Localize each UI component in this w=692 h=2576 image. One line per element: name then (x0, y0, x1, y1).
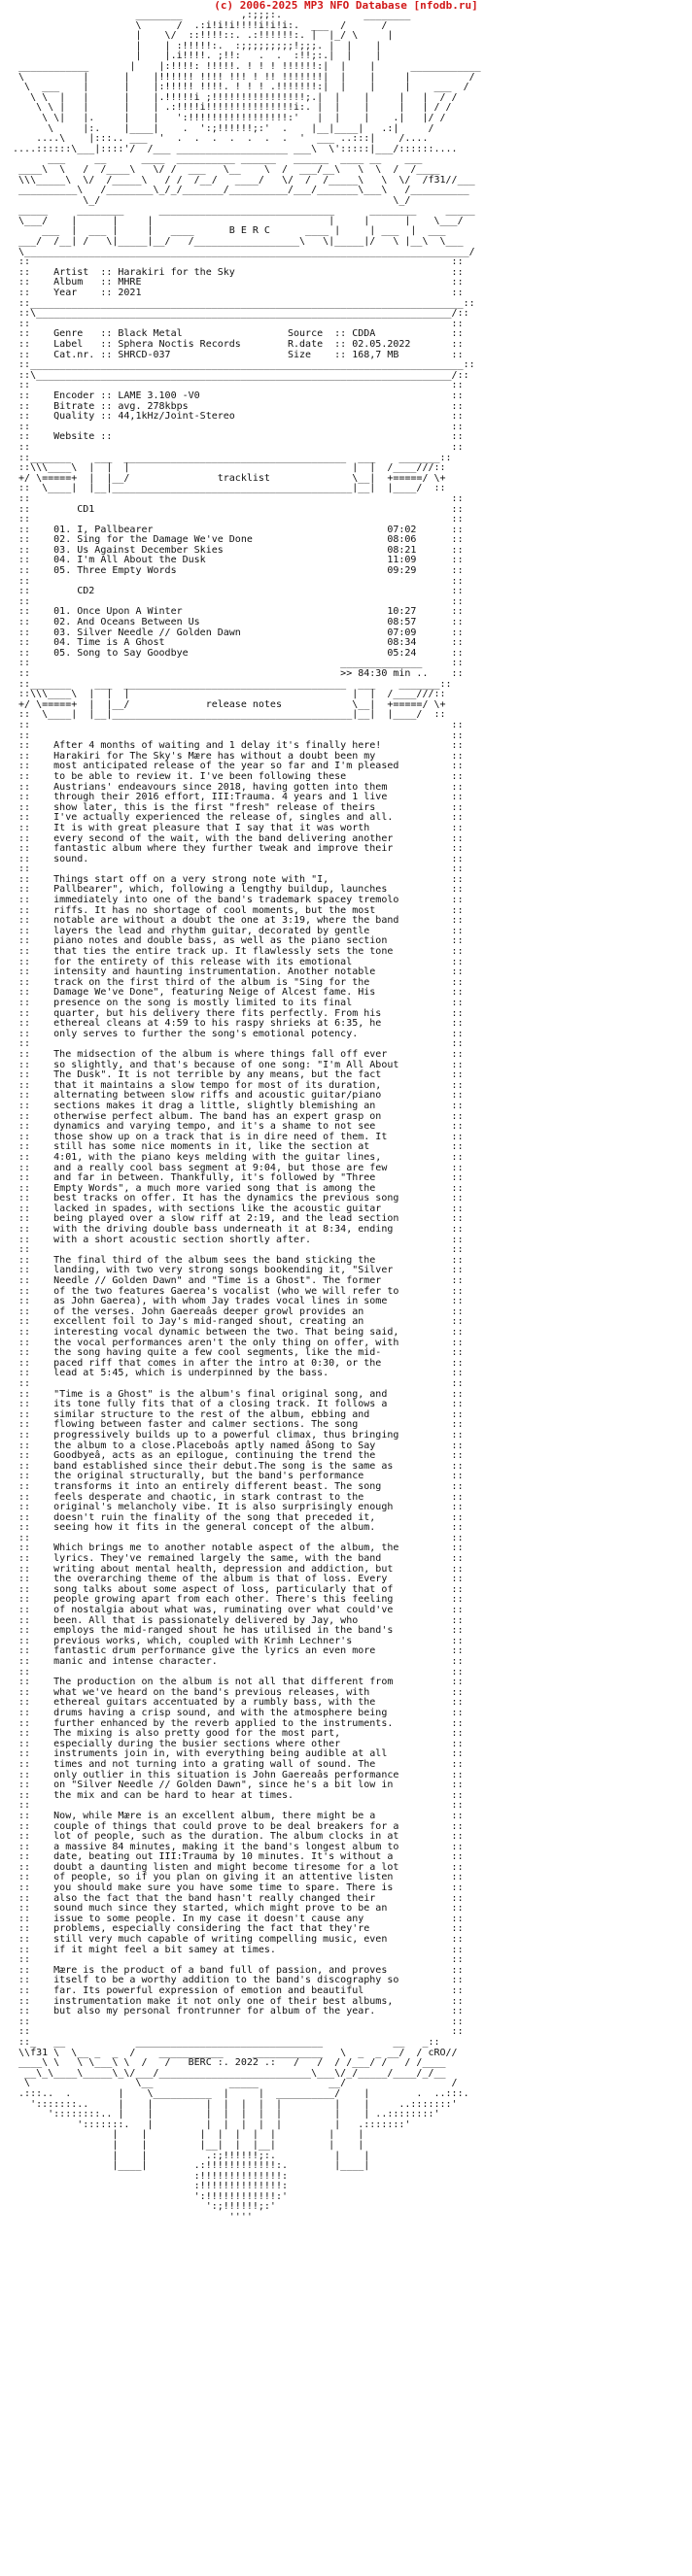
nfo-text-body: ________ ,:;;;:. ________ \ / .:i!i!i!!!!i!i!i:. ___ / / | \/ ::!!!!::. .:!!!!!!:. | |_/ \ | | | :!!!!!:. :;;;;;;;;;!;;;. | | | | |.i!!!!. ;!!: . . :!!;:.| | | ____________ | |:!!!!: !!!!!. ! ! ! !!!!!!:| | | ____________ \ | | |!!!!!! !!!! !!! ! !! !!!!!!!| | | | / \ ___ | | |:!!!!! !!!!. ! ! ! .!!!!!!!:| | | | ___ / \ \ | | | |.!!!!!i ;!!!!!!!!!!!!!!!!;.| | | | | / / \ \ | | | | .:!!!!i!!!!!!!!!!!!!!!i:. | | | | | / / \ \| |. | | ':!!!!!!!!!!!!!!!!!:' | | | .| |/ / \ |:. |____| . ':;!!!!!!;:' . |__|____| .:| / ....\ |:::.. ___ ' . . . . . . . ' ___ ..:::| /.... ....::::::\___|::::'/ /___ ___________________ ___\ \':::::|___/::::::.... ___ __ ____ __________ ______ ______ ____ __ ___ ____\ \ / /____\ \/ / ___ \__ \ / ___/__\ \ \ / /____ \\\_____\ \/ /_____\ / / /__/ ____/ \/ / /_____\ \ \/ /f31//___ __________\ /________\_/_/_______/__________/___/_______\___\ /__________ \_/ \_/ _____ ________ ______________________________ ________ _____ \___/ | | | | | | \___/ ___ | ___ | | ____ B E R C ____ | | ___ | ___ ___/ /__| / \|_____|__/ /__________________\ \|_____|/ \ |__\ \___ \____________________________________________________________________________/ :: :: :: Artist :: Harakiri for the Sky :: :: Album :: MHRE :: :: Year :: 2021 :: ::__________________________________________________________________________:: ::\_______________________________________________________________________/:: :: :: :: Genre :: Black Metal Source :: CDDA :: :: Label :: Sphera Noctis Records R.date :: 02.05.2022 :: :: Cat.nr. :: SHRCD-037 Size :: 168,7 MB :: ::__________________________________________________________________________:: ::\_______________________________________________________________________/:: :: :: :: Encoder :: LAME 3.100 -V0 :: :: Bitrate :: avg. 278kbps :: :: Quality :: 44,1kHz/Joint-Stereo :: :: :: :: Website :: :: :: :: ::_______ ___ ______________________________________ ___ _______:: ::\\\____\ | | | | | /____///:: +/ \=====+ | |__/ tracklist \__| +=====/ \+ :: \____| |__|_________________________________________|__| |____/ :: :: :: :: CD1 :: :: :: :: 01. I, Pallbearer 07:02 :: :: 02. Sing for the Damage We've Done 08:06 :: :: 03. Us Against December Skies 08:21 :: :: 04. I'm All About the Dusk 11:09 :: :: 05. Three Empty Words 09:29 :: :: :: :: CD2 :: :: :: :: 01. Once Upon A Winter 10:27 :: :: 02. And Oceans Between Us 08:57 :: :: 03. Silver Needle // Golden Dawn 07:09 :: :: 04. Time is A Ghost 08:34 :: :: 05. Song to Say Goodbye 05:24 :: :: ______________ :: :: >> 84:30 min .. :: ::_______ ___ ______________________________________ ___ _______:: ::\\\____\ | | | | | /____///:: +/ \=====+ | |__/ release notes \__| +=====/ \+ :: \____| |__|_________________________________________|__| |____/ :: :: :: :: :: :: After 4 months of waiting and 1 delay it's finally here! :: :: Harakiri for The Sky's Mære has without a doubt been my :: :: most anticipated release of the year so far and I'm pleased :: :: to be able to review it. I've been following these :: :: Austrians' endeavours since 2018, having gotten into them :: :: through their 2016 effort, III:Trauma. 4 years and 1 live :: :: show later, this is the first "fresh" release of theirs :: :: I've actually experienced the release of, singles and all. :: :: It is with great pleasure that I say that it was worth :: :: every second of the wait, with the band delivering another :: :: fantastic album where they further tweak and improve their :: :: sound. :: :: :: :: Things start off on a very strong note with "I, :: :: Pallbearer", which, following a lengthy buildup, launches :: :: immediately into one of the band's trademark spacey tremolo :: :: riffs. It has no shortage of cool moments, but the most :: :: notable are without a doubt the one at 3:19, where the band :: :: layers the lead and rhythm guitar, decorated by gentle :: :: piano notes and double bass, as well as the piano section :: :: that ties the entire track up. It flawlessly sets the tone :: :: for the entirety of this release with its emotional :: :: intensity and haunting instrumentation. Another notable :: :: track on the first third of the album is "Sing for the :: :: Damage We've Done", featuring Neige of Alcest fame. His :: :: presence on the song is mostly limited to its final :: :: quarter, but his delivery there fits perfectly. From his :: :: ethereal cleans at 4:59 to his raspy shrieks at 6:35, he :: :: only serves to further the song's emotional potency. :: :: :: :: The midsection of the album is where things fall off ever :: :: so slightly, and that's because of one song: "I'm All About :: :: The Dusk". It is not terrible by any means, but the fact :: :: that it maintains a slow tempo for most of its duration, :: :: alternating between slow riffs and acoustic guitar/piano :: :: sections makes it drag a little, slightly blemishing an :: :: otherwise perfect album. The band has an expert grasp on :: :: dynamics and varying tempo, and it's a shame to not see :: :: those show up on a track that is in dire need of them. It :: :: still has some nice moments in it, like the section at :: :: 4:01, with the piano keys melding with the guitar lines, :: :: and a really cool bass segment at 9:04, but those are few :: :: and far in between. Thankfully, it's followed by "Three :: :: Empty Words", a much more varied song that is among the :: :: best tracks on offer. It has the dynamics the previous song :: :: lacked in spades, with sections like the acoustic guitar :: :: being played over a slow riff at 2:19, and the lead section :: :: with the driving double bass underneath it at 8:34, ending :: :: with a short acoustic section shortly after. :: :: :: :: The final third of the album sees the band sticking the :: :: landing, with two very strong songs bookending it, "Silver :: :: Needle // Golden Dawn" and "Time is a Ghost". The former :: :: of the two features Gaerea's vocalist (who we will refer to :: :: as John Gaerea), with whom Jay trades vocal lines in some :: :: of the verses. John Gaereaâs deeper growl provides an :: :: excellent foil to Jay's mid-ranged shout, creating an :: :: interesting vocal dynamic between the two. That being said, :: :: the vocal performances aren't the only thing on offer, with :: :: the song having quite a few cool segments, like the mid- :: :: paced riff that comes in after the intro at 0:30, or the :: :: lead at 5:45, which is underpinned by the bass. :: :: :: :: "Time is a Ghost" is the album's final original song, and :: :: its tone fully fits that of a closing track. It follows a :: :: similar structure to the rest of the album, ebbing and :: :: flowing between faster and calmer sections. The song :: :: progressively builds up to a powerful climax, thus bringing :: :: the album to a close.Placeboâs aptly named âSong to Say :: :: Goodbyeâ, acts as an epilogue, continuing the trend the :: :: band established since their debut.The song is the same as :: :: the original structurally, but the band's performance :: :: transforms it into an entirely different beast. The song :: :: feels desperate and chaotic, in stark contrast to the :: :: original's melancholy vibe. It is also surprisingly enough :: :: doesn't ruin the finality of the song that preceded it, :: :: seeing how it fits in the general concept of the album. :: :: :: :: Which brings me to another notable aspect of the album, the :: :: lyrics. They've remained largely the same, with the band :: :: writing about mental health, depression and addiction, but :: :: the overarching theme of the album is that of loss. Every :: :: song talks about some aspect of loss, particularly that of :: :: people growing apart from each other. There's this feeling :: :: of nostalgia about what was, ruminating over what could've :: :: been. All that is passionately delivered by Jay, who :: :: employs the mid-ranged shout he has utilised in the band's :: :: previous works, which, coupled with Krimh Lechner's :: :: fantastic drum performance give the lyrics an even more :: :: manic and intense character. :: :: :: :: The production on the album is not all that different from :: :: what we've heard on the band's previous releases, with :: :: ethereal guitars accentuated by a rumbly bass, with the :: :: drums having a crisp sound, and with the atmosphere being :: :: further enhanced by the reverb applied to the instruments. :: :: The mixing is also pretty good for the most part, :: :: especially during the busier sections where other :: :: instruments join in, with everything being audible at all :: :: times and not turning into a grating wall of sound. The :: :: only outlier in this situation is John Gaereaâs performance :: :: on "Silver Needle // Golden Dawn", since he's a bit low in :: :: the mix and can be hard to hear at times. :: :: :: :: Now, while Mære is an excellent album, there might be a :: :: couple of things that could prove to be deal breakers for a :: :: lot of people, such as the duration. The album clocks in at :: :: a massive 84 minutes, making it the band's longest album to :: :: date, beating out III:Trauma by 10 minutes. It's without a :: :: doubt a daunting listen and might become tiresome for a lot :: :: of people, so if you plan on giving it an attentive listen :: :: you should make sure you have some time to spare. There is :: :: also the fact that the band hasn't really changed their :: :: sound much since they started, which might prove to be an :: :: issue to some people. In my case it doesn't cause any :: :: problems, especially considering the fact that they're :: :: still very much capable of writing compelling music, even :: :: if it might feel a bit samey at times. :: :: :: :: Mære is the product of a band full of passion, and proves :: :: itself to be a worthy addition to the band's discography so :: :: far. Its powerful expression of emotion and beautiful :: :: instrumentation make it not only one of their best albums, :: :: but also my personal frontrunner for album of the year. :: :: :: :: :: ::_ __ ________________________________ __ _:: \\f31 \ \__ _ _ / ___________ ____________ \ _ _ __/ / cRO// ____\ \ \ \___\ \ / / BERC :. 2022 .: / / / /___/ / / /____ __\_\____\_____\_\/___/__________________________\___\/_/_____/____/_/__ \ \__ _____ __/ / .:::.. . | \__________ | | __________/ | . ..:::. ':::::::.. | | | | | | | | | ..:::::::' '::::::::.. | | | | | | | | | ..::::::::' ':::::::. | | | | | | | .:::::::' | | | | | | | | | | | |__| | |__| | | | | .:;!!!!!!;:. | | |____| .:!!!!!!!!!!!!:. |____| :!!!!!!!!!!!!!!: :!!!!!!!!!!!!!!: ':!!!!!!!!!!!!:' ':;!!!!!!;:' '''' (13, 10, 481, 2223)
nfodb-header-link[interactable]: (c) 2006-2025 MP3 NFO Database [nfodb.ru] (214, 0, 478, 12)
